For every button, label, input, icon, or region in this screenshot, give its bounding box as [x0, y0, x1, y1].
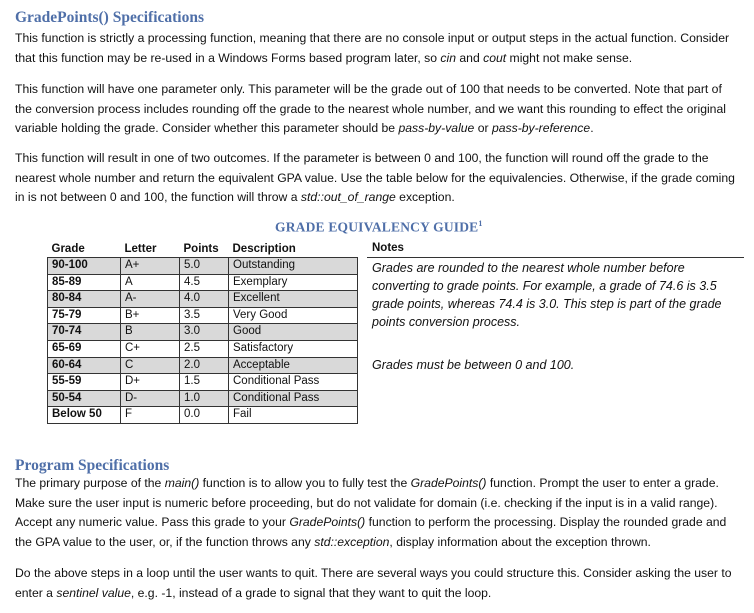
table-row	[48, 274, 358, 291]
points-cell: 3.0	[180, 324, 229, 341]
grade-cell: 55-59	[48, 374, 121, 391]
grade-cell: Below 50	[48, 407, 121, 424]
notes-rounding: Grades are rounded to the nearest whole number before converting to grade points. For example, a grade of 74.6 is 3.5 grade points, whereas 74.4 is 3.0. This step is part of the grade points conversion process.	[372, 261, 722, 329]
paragraph-outcomes: This function will result in one of two outcomes. If the parameter is between 0 and 100, the function will round off the grade to the nearest whole number and return the equivalent GPA value. Use the table below for the equivalencies. Otherwise, if the grade coming in is not between 0 and 100, the function will throw a std::out_of_range exception.	[15, 151, 735, 204]
points-cell: 4.0	[180, 291, 229, 308]
grade-cell: 60-64	[48, 357, 121, 374]
description-cell: Exemplary	[229, 274, 358, 291]
table-row	[48, 324, 358, 341]
letter-cell: C+	[121, 340, 180, 357]
letter-cell: D+	[121, 374, 180, 391]
header-points: Points	[180, 240, 229, 258]
points-cell: 1.5	[180, 374, 229, 391]
letter-cell: F	[121, 407, 180, 424]
table-row	[48, 374, 358, 391]
header-grade: Grade	[48, 240, 121, 258]
letter-cell: A	[121, 274, 180, 291]
points-cell: 0.0	[180, 407, 229, 424]
table-row	[48, 407, 358, 424]
header-description: Description	[229, 240, 358, 258]
table-row	[48, 291, 358, 308]
paragraph-parameter: This function will have one parameter only. This parameter will be the grade out of 100 that needs to be converted. Note that part of the conversion process includes rounding off the grade to the nearest whole number, and we want this rounding to effect the original variable holding the grade. Consider whether this parameter should be pass-by-value or pass-by-reference.	[15, 82, 726, 135]
grade-guide-title: GRADE EQUIVALENCY GUIDE$^1$	[275, 219, 483, 235]
description-cell: Satisfactory	[229, 340, 358, 357]
paragraph-loop: Do the above steps in a loop until the user wants to quit. There are several ways you could structure this. Consider asking the user to enter a sentinel value, e.g. -1, instead of a grade to signal that they want to quit the loop.	[15, 566, 732, 600]
description-cell: Fail	[229, 407, 358, 424]
table-row	[48, 258, 358, 275]
description-cell: Acceptable	[229, 357, 358, 374]
grade-cell: 80-84	[48, 291, 121, 308]
grade-cell: 50-54	[48, 390, 121, 407]
grade-equivalency-table	[47, 240, 358, 424]
letter-cell: B	[121, 324, 180, 341]
description-cell: Conditional Pass	[229, 390, 358, 407]
description-cell: Very Good	[229, 307, 358, 324]
description-cell: Conditional Pass	[229, 374, 358, 391]
table-row	[48, 340, 358, 357]
letter-cell: A-	[121, 291, 180, 308]
grade-cell: 75-79	[48, 307, 121, 324]
table-row	[48, 307, 358, 324]
table-row	[48, 357, 358, 374]
description-cell: Good	[229, 324, 358, 341]
notes-range: Grades must be between 0 and 100.	[372, 358, 575, 372]
points-cell: 1.0	[180, 390, 229, 407]
description-cell: Excellent	[229, 291, 358, 308]
points-cell: 5.0	[180, 258, 229, 275]
letter-cell: D-	[121, 390, 180, 407]
table-row	[48, 390, 358, 407]
paragraph-processing: This function is strictly a processing function, meaning that there are no console input or output steps in the actual function. Consider that this function may be re-used in a Windows Forms based program later, so cin and cout might not make sense.	[15, 31, 730, 65]
grade-cell: 85-89	[48, 274, 121, 291]
notes-header: Notes	[372, 242, 404, 254]
section-title-gradepoints: GradePoints() Specifications	[15, 9, 204, 26]
section-title-program: Program Specifications	[15, 457, 170, 474]
points-cell: 4.5	[180, 274, 229, 291]
table-header-row	[48, 240, 358, 258]
header-letter: Letter	[121, 240, 180, 258]
notes-divider	[367, 257, 744, 258]
points-cell: 3.5	[180, 307, 229, 324]
letter-cell: B+	[121, 307, 180, 324]
letter-cell: A+	[121, 258, 180, 275]
points-cell: 2.5	[180, 340, 229, 357]
grade-cell: 90-100	[48, 258, 121, 275]
footnote-marker: 1	[478, 219, 483, 228]
grade-cell: 65-69	[48, 340, 121, 357]
points-cell: 2.0	[180, 357, 229, 374]
letter-cell: C	[121, 357, 180, 374]
grade-cell: 70-74	[48, 324, 121, 341]
description-cell: Outstanding	[229, 258, 358, 275]
paragraph-main-purpose: The primary purpose of the main() function is to allow you to fully test the GradePoints() function. Prompt the user to enter a grade. Make sure the user input is numeric before proceeding, but do not validate for domain (i.e. checking if the input is in a valid range). Accept any numeric value. Pass this grade to your GradePoints() function to perform the processing. Display the rounded grade and the GPA value to the user, or, if the function throws any std::exception, display information about the exception thrown.	[15, 476, 727, 549]
